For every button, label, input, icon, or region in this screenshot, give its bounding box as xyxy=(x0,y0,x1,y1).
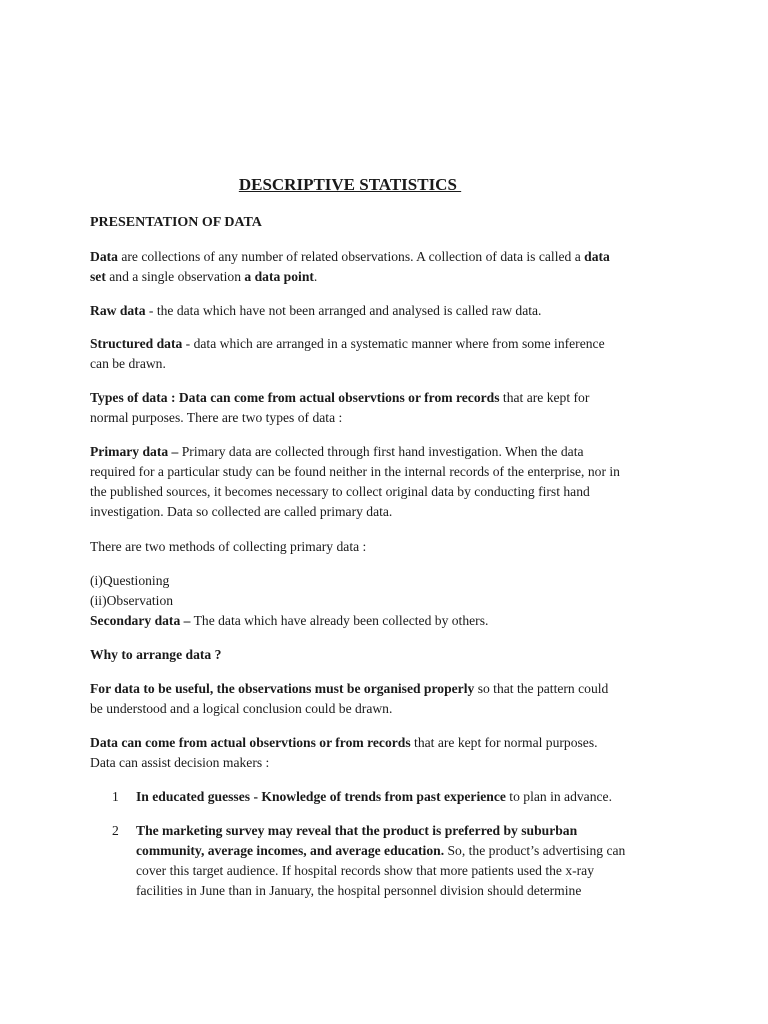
paragraph-types-of-data: Types of data : Data can come from actual observtions or from records that are kept for normal purposes. There are two types of data : xyxy=(90,390,590,425)
term-data: Data xyxy=(90,249,118,264)
method-item-observation: (ii)Observation xyxy=(90,593,174,608)
method-item-questioning: (i)Questioning xyxy=(90,573,170,588)
paragraph-data-sources: Data can come from actual observtions or from records that are kept for normal purposes. Data can assist decision makers : xyxy=(90,735,598,770)
paragraph-structured-data: Structured data - data which are arranged in a systematic manner where from some inference can be drawn. xyxy=(90,336,605,371)
why-arrange-heading: Why to arrange data ? xyxy=(90,647,222,662)
list-number: 2 xyxy=(112,823,119,838)
term-raw-data: Raw data xyxy=(90,303,146,318)
section-heading: PRESENTATION OF DATA xyxy=(90,215,262,230)
term-secondary-data: Secondary data – xyxy=(90,613,191,628)
page-title: DESCRIPTIVE STATISTICS xyxy=(238,175,462,194)
paragraph-raw-data: Raw data - the data which have not been arranged and analysed is called raw data. xyxy=(90,303,542,318)
method-list: (i)Questioning (ii)Observation Secondary data – The data which have already been collected by others. xyxy=(90,571,685,631)
term-types-of-data: Types of data : Data can come from actual observtions or from records xyxy=(90,390,500,405)
term-structured-data: Structured data xyxy=(90,336,183,351)
list-number: 1 xyxy=(112,789,119,804)
paragraph-data-useful: For data to be useful, the observations must be organised properly so that the pattern could be understood and a logical conclusion could be drawn. xyxy=(90,681,609,716)
paragraph-primary-data: Primary data – Primary data are collected through first hand investigation. When the data required for a particular study can be found neither in the internal records of the enterprise, nor in the published sources, it becomes necessary to collect original data by conducting first hand investigation. Data so collected are called primary data. xyxy=(90,444,620,519)
paragraph-collection-methods: There are two methods of collecting primary data : xyxy=(90,539,367,554)
term-primary-data: Primary data – xyxy=(90,444,179,459)
paragraph-data-definition: Data are collections of any number of related observations. A collection of data is called a data set and a single observation a data point. xyxy=(90,249,610,284)
